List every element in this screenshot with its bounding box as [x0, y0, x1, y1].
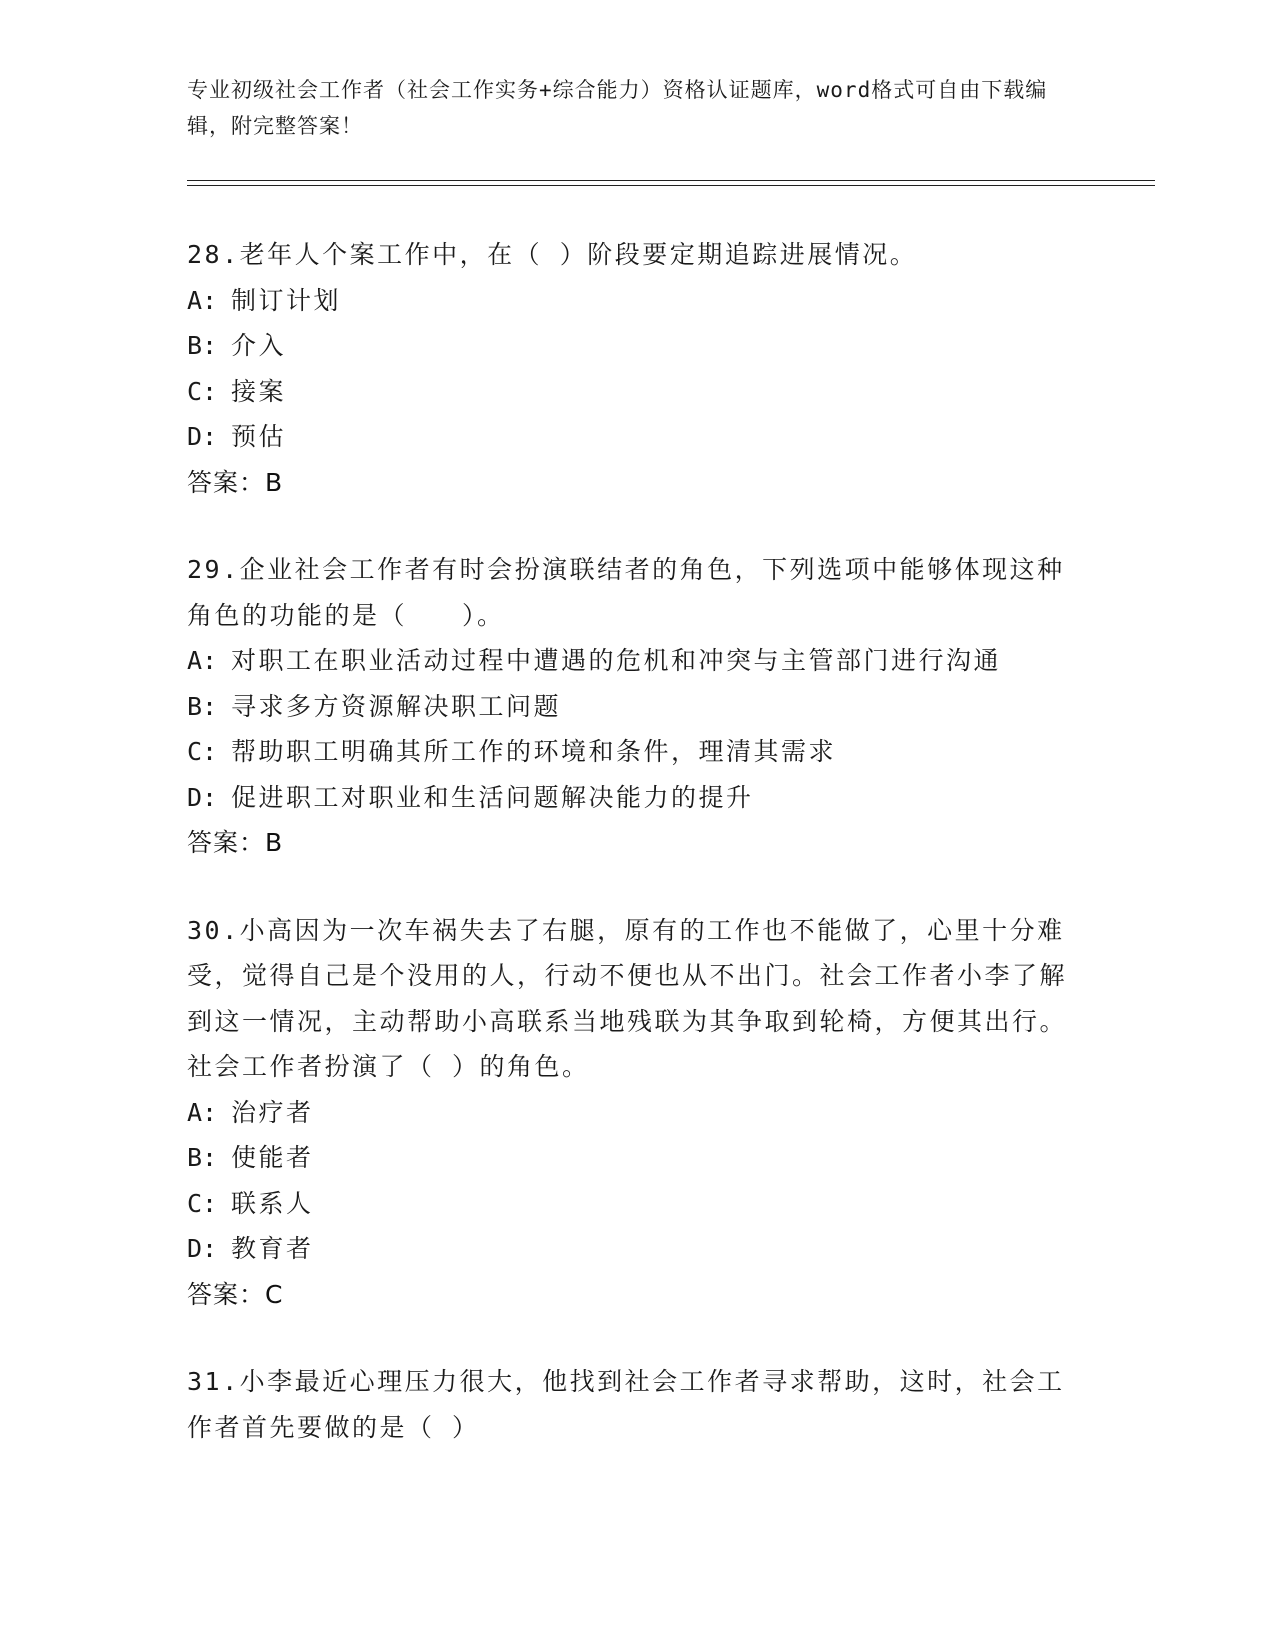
- option-key: A:: [187, 1097, 218, 1127]
- question-stem: 31.小李最近心理压力很大，他找到社会工作者寻求帮助，这时，社会工作者首先要做的是（ ）: [187, 1367, 1065, 1442]
- question-29: [187, 547, 1087, 866]
- option-key: C:: [187, 1188, 218, 1218]
- option-c: [187, 369, 1087, 415]
- answer-value: C: [265, 1279, 284, 1309]
- document-header: [187, 72, 1087, 144]
- option-key: D:: [187, 782, 218, 812]
- option-key: A:: [187, 646, 218, 675]
- option-key: A:: [187, 285, 218, 315]
- header-divider-top: [187, 180, 1155, 181]
- option-key: B:: [187, 691, 218, 721]
- option-key: D:: [187, 1234, 218, 1263]
- answer-value: B: [265, 467, 284, 497]
- option-a: [187, 638, 1087, 684]
- option-text: 介入: [231, 331, 287, 360]
- option-text: 制订计划: [231, 285, 342, 315]
- answer-label: 答案：: [187, 828, 266, 857]
- option-text: 治疗者: [231, 1097, 314, 1127]
- answer-label: 答案：: [187, 467, 266, 497]
- answer-line: [187, 1272, 1087, 1318]
- question-31: [187, 1359, 1087, 1450]
- question-stem: 28.老年人个案工作中，在（ ）阶段要定期追踪进展情况。: [187, 240, 918, 269]
- answer-line: [187, 820, 1087, 866]
- option-key: C:: [187, 737, 218, 766]
- header-text: 专业初级社会工作者（社会工作实务+综合能力）资格认证题库，word格式可自由下载编辑，附完整答案！: [187, 78, 1048, 138]
- option-b: [187, 323, 1087, 369]
- question-stem: 30.小高因为一次车祸失去了右腿，原有的工作也不能做了，心里十分难受，觉得自己是个没用的人，行动不便也从不出门。社会工作者小李了解到这一情况，主动帮助小高联系当地残联为其争取到轮椅，方便其出行。社会工作者扮演了（ ）的角色。: [187, 915, 1068, 1081]
- option-text: 使能者: [231, 1143, 314, 1172]
- option-a: [187, 278, 1087, 324]
- answer-label: 答案：: [187, 1279, 266, 1309]
- option-a: [187, 1090, 1087, 1136]
- option-d: [187, 775, 1087, 821]
- answer-line: [187, 460, 1087, 506]
- option-c: [187, 729, 1087, 775]
- option-text: 帮助职工明确其所工作的环境和条件，理清其需求: [231, 737, 837, 766]
- option-b: [187, 684, 1087, 730]
- option-d: [187, 1226, 1087, 1272]
- option-text: 接案: [231, 376, 287, 406]
- question-30: [187, 908, 1087, 1318]
- option-b: [187, 1135, 1087, 1181]
- option-d: [187, 414, 1087, 460]
- answer-value: B: [265, 828, 284, 857]
- option-text: 联系人: [231, 1188, 314, 1218]
- header-divider-bottom: [187, 185, 1155, 186]
- option-text: 对职工在职业活动过程中遭遇的危机和冲突与主管部门进行沟通: [231, 646, 1002, 675]
- option-text: 促进职工对职业和生活问题解决能力的提升: [231, 782, 754, 812]
- question-stem: 29.企业社会工作者有时会扮演联结者的角色，下列选项中能够体现这种角色的功能的是（ ）。: [187, 555, 1065, 630]
- question-28: [187, 232, 1087, 505]
- option-key: C:: [187, 376, 218, 406]
- option-c: [187, 1181, 1087, 1227]
- option-text: 教育者: [231, 1234, 314, 1263]
- option-key: B:: [187, 331, 218, 360]
- option-text: 寻求多方资源解决职工问题: [231, 691, 562, 721]
- option-text: 预估: [231, 422, 287, 451]
- option-key: D:: [187, 422, 218, 451]
- option-key: B:: [187, 1143, 218, 1172]
- question-list: [187, 232, 1087, 1492]
